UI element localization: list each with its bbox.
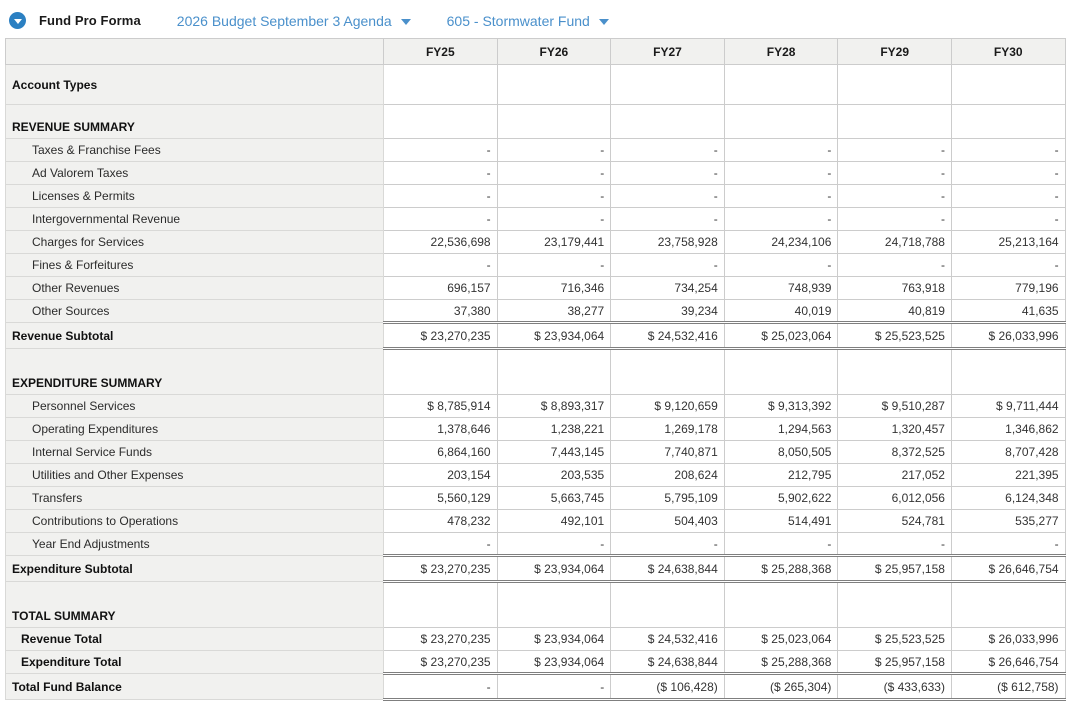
value-cell: [611, 582, 725, 628]
value-cell: -: [384, 139, 498, 162]
value-cell: [497, 105, 611, 139]
value-cell: 8,050,505: [724, 441, 838, 464]
row-label: EXPENDITURE SUMMARY: [6, 349, 384, 395]
value-cell: $ 24,638,844: [611, 651, 725, 674]
value-cell: -: [724, 254, 838, 277]
value-cell: 40,819: [838, 300, 952, 323]
value-cell: -: [384, 533, 498, 556]
value-cell: -: [497, 185, 611, 208]
value-cell: 7,740,871: [611, 441, 725, 464]
value-cell: $ 23,270,235: [384, 323, 498, 349]
value-cell: 514,491: [724, 510, 838, 533]
value-cell: $ 25,288,368: [724, 556, 838, 582]
value-cell: 779,196: [951, 277, 1065, 300]
value-cell: 1,238,221: [497, 418, 611, 441]
value-cell: $ 25,288,368: [724, 651, 838, 674]
value-cell: $ 25,023,064: [724, 628, 838, 651]
value-cell: -: [724, 533, 838, 556]
value-cell: -: [384, 162, 498, 185]
row-label: Total Fund Balance: [6, 674, 384, 700]
table-row: [6, 395, 1066, 418]
chevron-down-icon: [401, 19, 411, 25]
value-cell: 696,157: [384, 277, 498, 300]
row-label: Contributions to Operations: [6, 510, 384, 533]
toolbar: [0, 0, 1066, 38]
value-cell: ($ 612,758): [951, 674, 1065, 700]
value-cell: $ 26,646,754: [951, 651, 1065, 674]
value-cell: -: [497, 139, 611, 162]
value-cell: [951, 105, 1065, 139]
value-cell: 748,939: [724, 277, 838, 300]
value-cell: [951, 582, 1065, 628]
value-cell: 5,902,622: [724, 487, 838, 510]
value-cell: 478,232: [384, 510, 498, 533]
value-cell: 24,718,788: [838, 231, 952, 254]
table-row: [6, 510, 1066, 533]
value-cell: -: [724, 139, 838, 162]
row-label: Licenses & Permits: [6, 185, 384, 208]
value-cell: [384, 65, 498, 105]
value-cell: [611, 65, 725, 105]
value-cell: -: [611, 254, 725, 277]
value-cell: [724, 65, 838, 105]
value-cell: -: [384, 208, 498, 231]
value-cell: [838, 105, 952, 139]
value-cell: $ 9,510,287: [838, 395, 952, 418]
value-cell: 524,781: [838, 510, 952, 533]
value-cell: 221,395: [951, 464, 1065, 487]
value-cell: -: [838, 254, 952, 277]
table-row: [6, 441, 1066, 464]
value-cell: $ 23,934,064: [497, 628, 611, 651]
value-cell: -: [611, 533, 725, 556]
collapse-toggle-icon[interactable]: [9, 12, 26, 29]
row-label: Internal Service Funds: [6, 441, 384, 464]
value-cell: 6,012,056: [838, 487, 952, 510]
value-cell: 1,378,646: [384, 418, 498, 441]
value-cell: $ 25,957,158: [838, 556, 952, 582]
value-cell: -: [384, 254, 498, 277]
value-cell: [951, 349, 1065, 395]
value-cell: [951, 65, 1065, 105]
row-label: Intergovernmental Revenue: [6, 208, 384, 231]
table-row: [6, 349, 1066, 395]
value-cell: ($ 106,428): [611, 674, 725, 700]
value-cell: -: [724, 185, 838, 208]
chevron-down-icon: [599, 19, 609, 25]
table-row: [6, 208, 1066, 231]
value-cell: $ 25,523,525: [838, 628, 952, 651]
value-cell: [497, 349, 611, 395]
table-row: [6, 674, 1066, 700]
value-cell: $ 23,270,235: [384, 651, 498, 674]
value-cell: 25,213,164: [951, 231, 1065, 254]
table-row: [6, 300, 1066, 323]
value-cell: $ 25,023,064: [724, 323, 838, 349]
table-row: [6, 418, 1066, 441]
column-header-row: [6, 39, 1066, 65]
value-cell: 8,372,525: [838, 441, 952, 464]
budget-dropdown[interactable]: [177, 13, 411, 29]
row-label: Taxes & Franchise Fees: [6, 139, 384, 162]
value-cell: $ 25,523,525: [838, 323, 952, 349]
column-header-fy27: FY27: [611, 39, 725, 65]
value-cell: $ 23,270,235: [384, 556, 498, 582]
table-row: [6, 162, 1066, 185]
value-cell: [497, 65, 611, 105]
value-cell: -: [951, 208, 1065, 231]
value-cell: $ 25,957,158: [838, 651, 952, 674]
value-cell: 5,795,109: [611, 487, 725, 510]
row-label: Other Sources: [6, 300, 384, 323]
row-label: Charges for Services: [6, 231, 384, 254]
table-row: [6, 487, 1066, 510]
value-cell: $ 8,785,914: [384, 395, 498, 418]
value-cell: 1,346,862: [951, 418, 1065, 441]
value-cell: 37,380: [384, 300, 498, 323]
column-header-fy25: FY25: [384, 39, 498, 65]
column-header-fy28: FY28: [724, 39, 838, 65]
row-label-header: [6, 39, 384, 65]
value-cell: 39,234: [611, 300, 725, 323]
value-cell: 6,124,348: [951, 487, 1065, 510]
value-cell: $ 26,033,996: [951, 628, 1065, 651]
table-row: [6, 556, 1066, 582]
value-cell: $ 23,934,064: [497, 556, 611, 582]
row-label: Expenditure Subtotal: [6, 556, 384, 582]
value-cell: -: [497, 254, 611, 277]
value-cell: -: [497, 208, 611, 231]
value-cell: 203,535: [497, 464, 611, 487]
table-row: [6, 185, 1066, 208]
value-cell: -: [497, 533, 611, 556]
value-cell: -: [384, 674, 498, 700]
value-cell: -: [611, 185, 725, 208]
budget-dropdown-label: 2026 Budget September 3 Agenda: [176, 12, 392, 29]
table-row: [6, 651, 1066, 674]
value-cell: -: [838, 533, 952, 556]
table-row: [6, 582, 1066, 628]
value-cell: 535,277: [951, 510, 1065, 533]
value-cell: 203,154: [384, 464, 498, 487]
column-header-fy26: FY26: [497, 39, 611, 65]
value-cell: 1,269,178: [611, 418, 725, 441]
value-cell: 8,707,428: [951, 441, 1065, 464]
row-label: Utilities and Other Expenses: [6, 464, 384, 487]
value-cell: 716,346: [497, 277, 611, 300]
fund-dropdown-label: 605 - Stormwater Fund: [446, 12, 590, 29]
value-cell: [724, 582, 838, 628]
value-cell: -: [838, 162, 952, 185]
row-label: Personnel Services: [6, 395, 384, 418]
table-row: [6, 277, 1066, 300]
value-cell: -: [951, 139, 1065, 162]
value-cell: ($ 433,633): [838, 674, 952, 700]
value-cell: 40,019: [724, 300, 838, 323]
row-label: Operating Expenditures: [6, 418, 384, 441]
value-cell: -: [838, 139, 952, 162]
value-cell: 38,277: [497, 300, 611, 323]
row-label: Account Types: [6, 65, 384, 105]
value-cell: -: [951, 162, 1065, 185]
value-cell: 7,443,145: [497, 441, 611, 464]
value-cell: ($ 265,304): [724, 674, 838, 700]
value-cell: [724, 105, 838, 139]
value-cell: 24,234,106: [724, 231, 838, 254]
table-row: [6, 254, 1066, 277]
value-cell: 734,254: [611, 277, 725, 300]
value-cell: -: [951, 254, 1065, 277]
value-cell: 6,864,160: [384, 441, 498, 464]
column-header-fy30: FY30: [951, 39, 1065, 65]
value-cell: 763,918: [838, 277, 952, 300]
value-cell: 23,179,441: [497, 231, 611, 254]
row-label: Other Revenues: [6, 277, 384, 300]
row-label: Fines & Forfeitures: [6, 254, 384, 277]
value-cell: -: [611, 139, 725, 162]
value-cell: 23,758,928: [611, 231, 725, 254]
value-cell: $ 24,532,416: [611, 628, 725, 651]
row-label: Revenue Total: [6, 628, 384, 651]
value-cell: -: [497, 162, 611, 185]
column-header-fy29: FY29: [838, 39, 952, 65]
row-label: Revenue Subtotal: [6, 323, 384, 349]
row-label: Year End Adjustments: [6, 533, 384, 556]
page-title: Fund Pro Forma: [39, 13, 141, 28]
value-cell: $ 23,270,235: [384, 628, 498, 651]
value-cell: -: [384, 185, 498, 208]
value-cell: 5,663,745: [497, 487, 611, 510]
value-cell: [384, 105, 498, 139]
chevron-down-icon: [14, 19, 22, 24]
value-cell: 41,635: [951, 300, 1065, 323]
value-cell: -: [611, 162, 725, 185]
value-cell: [838, 349, 952, 395]
value-cell: -: [724, 162, 838, 185]
value-cell: [838, 582, 952, 628]
value-cell: [497, 582, 611, 628]
value-cell: 1,294,563: [724, 418, 838, 441]
fund-pro-forma-table: [5, 38, 1066, 701]
value-cell: 217,052: [838, 464, 952, 487]
table-row: [6, 628, 1066, 651]
table-row: [6, 105, 1066, 139]
value-cell: [838, 65, 952, 105]
row-label: Transfers: [6, 487, 384, 510]
value-cell: -: [951, 533, 1065, 556]
value-cell: -: [951, 185, 1065, 208]
row-label: REVENUE SUMMARY: [6, 105, 384, 139]
value-cell: [724, 349, 838, 395]
value-cell: -: [611, 208, 725, 231]
table-row: [6, 139, 1066, 162]
value-cell: $ 26,033,996: [951, 323, 1065, 349]
value-cell: 492,101: [497, 510, 611, 533]
row-label: Expenditure Total: [6, 651, 384, 674]
value-cell: -: [724, 208, 838, 231]
row-label: TOTAL SUMMARY: [6, 582, 384, 628]
value-cell: $ 8,893,317: [497, 395, 611, 418]
value-cell: $ 9,313,392: [724, 395, 838, 418]
table-row: [6, 65, 1066, 105]
fund-dropdown[interactable]: [447, 13, 609, 29]
value-cell: [384, 349, 498, 395]
table-row: [6, 533, 1066, 556]
table-row: [6, 464, 1066, 487]
value-cell: -: [838, 208, 952, 231]
value-cell: -: [497, 674, 611, 700]
value-cell: $ 24,532,416: [611, 323, 725, 349]
value-cell: 504,403: [611, 510, 725, 533]
value-cell: -: [838, 185, 952, 208]
value-cell: $ 9,120,659: [611, 395, 725, 418]
value-cell: [611, 105, 725, 139]
value-cell: $ 26,646,754: [951, 556, 1065, 582]
value-cell: 22,536,698: [384, 231, 498, 254]
value-cell: 212,795: [724, 464, 838, 487]
value-cell: 5,560,129: [384, 487, 498, 510]
table-row: [6, 323, 1066, 349]
value-cell: $ 23,934,064: [497, 651, 611, 674]
value-cell: 208,624: [611, 464, 725, 487]
row-label: Ad Valorem Taxes: [6, 162, 384, 185]
value-cell: 1,320,457: [838, 418, 952, 441]
value-cell: $ 23,934,064: [497, 323, 611, 349]
value-cell: [384, 582, 498, 628]
value-cell: $ 9,711,444: [951, 395, 1065, 418]
value-cell: $ 24,638,844: [611, 556, 725, 582]
table-row: [6, 231, 1066, 254]
value-cell: [611, 349, 725, 395]
